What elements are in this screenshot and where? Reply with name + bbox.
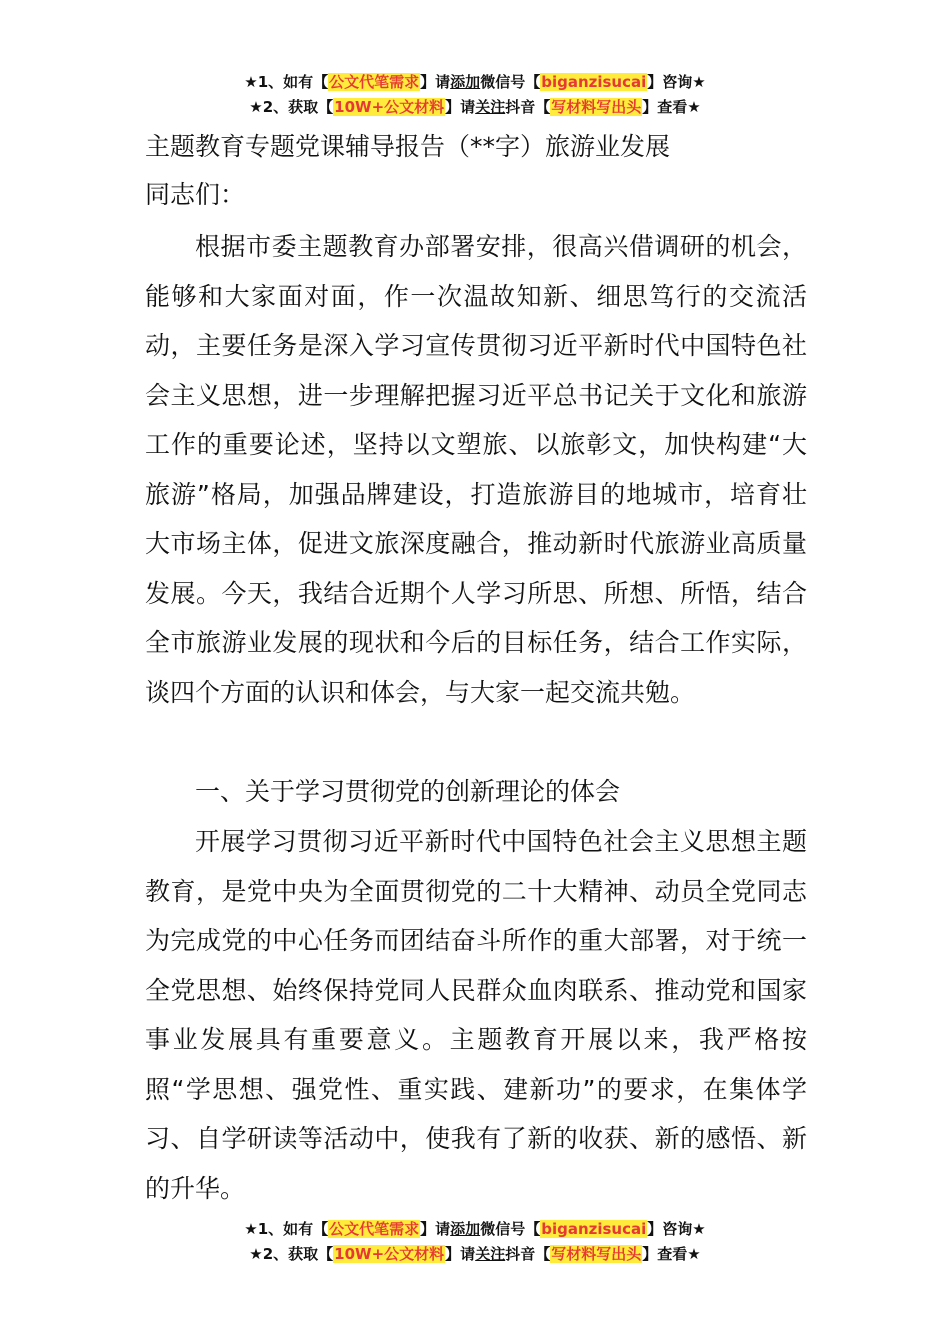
promo-emphasis: 关注: [475, 98, 506, 116]
promo-line-1: [0, 71, 950, 96]
promo-text: 1、如有【: [257, 73, 329, 91]
highlight-badge: 公文代笔需求: [329, 73, 420, 91]
promo-text: 】请: [420, 1220, 451, 1238]
star-icon: ★: [249, 98, 263, 116]
promo-text: 】请: [445, 1245, 476, 1263]
promo-text: 抖音【: [505, 98, 551, 116]
promo-text: 】请: [445, 98, 476, 116]
promo-emphasis: 关注: [475, 1245, 506, 1263]
wechat-id-badge: biganzisucai: [541, 73, 647, 91]
promo-text: 微信号【: [480, 1220, 541, 1238]
promo-emphasis: 添加: [450, 1220, 481, 1238]
star-icon: ★: [692, 73, 706, 91]
promo-emphasis: 添加: [450, 73, 481, 91]
douyin-account-badge: 写材料写出头: [551, 98, 642, 116]
promo-text: 】咨询: [647, 73, 693, 91]
promo-text: 】请: [420, 73, 451, 91]
document-title: 主题教育专题党课辅导报告（**字）旅游业发展: [145, 132, 671, 161]
highlight-badge: 10W+公文材料: [334, 98, 445, 116]
promo-text: 微信号【: [480, 73, 541, 91]
promo-line-2: [0, 1243, 950, 1268]
promo-text: 】查看: [642, 1245, 688, 1263]
body-paragraph-2: 开展学习贯彻习近平新时代中国特色社会主义思想主题教育，是党中央为全面贯彻党的二十大精神、动员全党同志为完成党的中心任务而团结奋斗所作的重大部署，对于统一全党思想、始终保持党同人民群众血肉联系、推动党和国家事业发展具有重要意义。主题教育开展以来，我严格按照“学思想、强党性、重实践、建新功”的要求，在集体学习、自学研读等活动中，使我有了新的收获、新的感悟、新的升华。: [145, 827, 807, 1203]
section-heading-1: 一、关于学习贯彻党的创新理论的体会: [195, 777, 621, 806]
promo-text: 2、获取【: [262, 98, 334, 116]
promo-line-1: [0, 1218, 950, 1243]
promo-line-2: [0, 96, 950, 121]
body-paragraph-1: 根据市委主题教育办部署安排，很高兴借调研的机会，能够和大家面对面，作一次温故知新、细思笃行的交流活动，主要任务是深入学习宣传贯彻习近平新时代中国特色社会主义思想，进一步理解把握习近平总书记关于文化和旅游工作的重要论述，坚持以文塑旅、以旅彰文，加快构建“大旅游”格局，加强品牌建设，打造旅游目的地城市，培育壮大市场主体，促进文旅深度融合，推动新时代旅游业高质量发展。今天，我结合近期个人学习所思、所想、所悟，结合全市旅游业发展的现状和今后的目标任务，结合工作实际，谈四个方面的认识和体会，与大家一起交流共勉。: [145, 232, 807, 707]
star-icon: ★: [244, 73, 258, 91]
promo-text: 】咨询: [647, 1220, 693, 1238]
promo-text: 2、获取【: [262, 1245, 334, 1263]
promo-banner-top: [0, 71, 950, 121]
promo-text: 】查看: [642, 98, 688, 116]
douyin-account-badge: 写材料写出头: [551, 1245, 642, 1263]
star-icon: ★: [244, 1220, 258, 1238]
wechat-id-badge: biganzisucai: [541, 1220, 647, 1238]
star-icon: ★: [692, 1220, 706, 1238]
highlight-badge: 公文代笔需求: [329, 1220, 420, 1238]
salutation: 同志们：: [145, 180, 246, 209]
star-icon: ★: [249, 1245, 263, 1263]
star-icon: ★: [687, 1245, 701, 1263]
highlight-badge: 10W+公文材料: [334, 1245, 445, 1263]
promo-text: 1、如有【: [257, 1220, 329, 1238]
promo-text: 抖音【: [505, 1245, 551, 1263]
star-icon: ★: [687, 98, 701, 116]
promo-banner-bottom: [0, 1218, 950, 1268]
